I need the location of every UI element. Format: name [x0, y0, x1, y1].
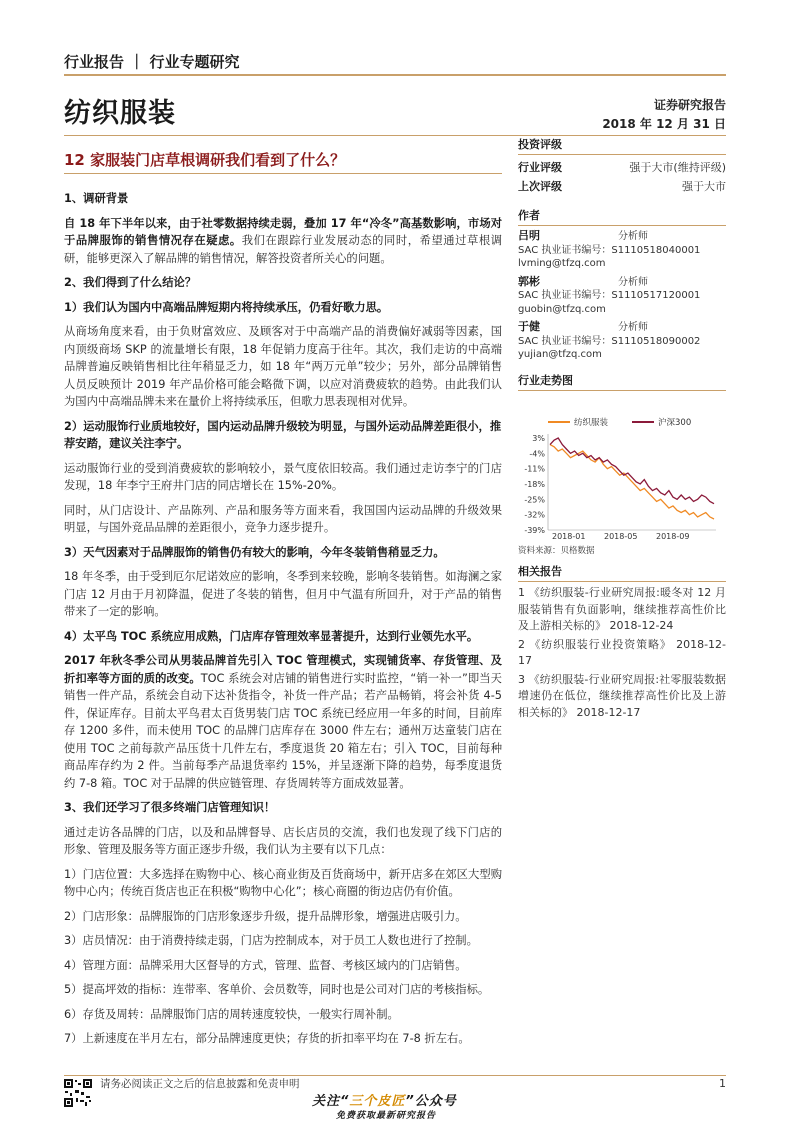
- related-report-item[interactable]: 2 《纺织服装行业投资策略》 2018-12-17: [518, 637, 726, 667]
- conclusion-4-rest: TOC 系统会对店铺的销售进行实时监控，“销一补一”即当天销售一件产品，系统会自动下达补货指令，补货一件产品；若产品畅销，将会补货 4-5 件，保证库存。目前太平鸟君太百货男装门店 TOC 系统已经应用一年多的时间，目前库存 1200 多件，而未使用 TOC 的品牌门店库存在 3000 件左右；通州万达童装门店在使用 TOC 之前每款产品压货十几件左右，季度退货 20 箱左右；引入 TOC，目前每种商品库存约为 2 件。当前每季产品退货率约 15%，并呈逐渐下降的趋势，每季度退货约 7-8 箱。TOC 对于品牌的供应链管理、存货周转等方面成效显著。: [64, 671, 502, 790]
- author-cert: SAC 执业证书编号：S1110518090002: [518, 335, 701, 347]
- related-report-item[interactable]: 1 《纺织服装-行业研究周报:暖冬对 12 月服装销售有负面影响，继续推荐高性价比及上游相关标的》 2018-12-24: [518, 586, 726, 632]
- rating-value: 强于大市(维持评级): [629, 161, 726, 174]
- y-tick-label: -39%: [524, 526, 545, 535]
- y-axis: [524, 434, 716, 535]
- authors-title: 作者: [518, 207, 726, 226]
- author-name: 郭彬: [518, 274, 540, 288]
- list-item: 6）存货及周转：品牌服饰门店的周转速度较快，一般实行周补制。: [64, 1007, 399, 1021]
- list-item: 1）门店位置：大多选择在购物中心、核心商业街及百货商场中，新开店多在郊区大型购物中心内；传统百货店也正在积极“购物中心化”；核心商圈的街边店仍有价值。: [64, 867, 502, 898]
- related-title: 相关报告: [518, 563, 726, 582]
- chart-lines: [550, 438, 714, 519]
- x-tick-label: 2018-09: [656, 532, 690, 539]
- section-3-title: 3、我们还学习了很多终端门店管理知识！: [64, 801, 276, 814]
- y-tick-label: -25%: [524, 495, 545, 505]
- report-category: 行业报告 ｜ 行业专题研究: [64, 53, 240, 71]
- section-1-body: [64, 215, 502, 268]
- x-tick-label: 2018-01: [552, 532, 586, 539]
- watermark-subtitle: 免费获取最新研究报告: [336, 1111, 437, 1121]
- related-reports-panel: [518, 563, 726, 723]
- chart-source: 资料来源：贝格数据: [518, 546, 595, 556]
- author-email[interactable]: yujian@tfzq.com: [518, 349, 602, 360]
- conclusion-2-title: 2）运动服饰行业质地较好，国内运动品牌升级较为明显，与国外运动品牌差距很小，推荐安踏，建议关注李宁。: [64, 419, 502, 450]
- authors-panel: [518, 207, 726, 366]
- x-axis: [552, 532, 689, 539]
- conclusion-3-body: 18 年冬季，由于受到厄尔尼诺效应的影响，冬季到来较晚，影响冬装销售。如海澜之家门店 12 月由于月初降温，促进了冬装的销售，但月中气温有所回升，对于产品的销售带来了一定的影响。: [64, 570, 502, 618]
- conclusion-4-body: [64, 652, 502, 792]
- author-name: 于健: [518, 320, 540, 333]
- author-name: 吕明: [518, 229, 540, 242]
- qr-code-icon: [63, 1078, 93, 1108]
- section-2-title: 2、我们得到了什么结论？: [64, 276, 197, 289]
- conclusion-4-title: 4）太平鸟 TOC 系统应用成熟，门店库存管理效率显著提升，达到行业领先水平。: [64, 629, 479, 643]
- author-cert: SAC 执业证书编号：S1110517120001: [518, 290, 701, 301]
- author-role: 分析师: [618, 322, 648, 333]
- report-date: 2018 年 12 月 31 日: [602, 117, 726, 131]
- y-tick-label: 3%: [532, 434, 545, 443]
- conclusion-2-body-2: 同时，从门店设计、产品陈列、产品和服务等方面来看，我国国内运动品牌的升级效果明显，与国外竞品品牌的差距很小，竞争力逐步提升。: [64, 503, 502, 534]
- list-item: 3）店员情况：由于消费持续走弱，门店为控制成本，对于员工人数也进行了控制。: [64, 934, 478, 947]
- author-email[interactable]: guobin@tfzq.com: [518, 303, 606, 315]
- series-line-csi300: [550, 438, 714, 504]
- trend-chart: [518, 394, 726, 539]
- x-tick-label: 2018-05: [604, 532, 638, 539]
- author-email[interactable]: lvming@tfzq.com: [518, 258, 606, 269]
- report-type: 证券研究报告: [653, 98, 726, 112]
- trend-chart-panel: [518, 372, 726, 556]
- previous-rating-label: 上次评级: [518, 180, 562, 193]
- stamp-highlight: 三个皮匠: [349, 1094, 406, 1109]
- y-tick-label: -4%: [529, 449, 545, 459]
- chart-title: 行业走势图: [518, 372, 726, 391]
- page-number: 1: [719, 1077, 726, 1090]
- industry-rating-row: [518, 158, 726, 177]
- report-headline: 12 家服装门店草根调研我们看到了什么？: [64, 151, 346, 169]
- watermark-stamp: [312, 1090, 457, 1109]
- author-card: [518, 275, 726, 317]
- y-tick-label: -11%: [524, 464, 545, 474]
- list-item: 2）门店形象：品牌服饰的门店形象逐步升级，提升品牌形象，增强进店吸引力。: [64, 909, 467, 923]
- list-item: 7）上新速度在半月左右，部分品牌速度更快；存货的折扣率平均在 7-8 折左右。: [64, 1032, 470, 1045]
- header-divider: [64, 74, 726, 76]
- related-report-item[interactable]: 3 《纺织服装-行业研究周报:社零服装数据增速仍在低位，继续推荐高性价比及上游相关标的》 2018-12-17: [518, 672, 726, 719]
- previous-rating-value: 强于大市: [682, 180, 726, 193]
- conclusion-3-title: 3）天气因素对于品牌服饰的销售仍有较大的影响，今年冬装销售稍显乏力。: [64, 545, 445, 559]
- author-card: [518, 229, 726, 271]
- conclusion-4-bold: 2017 年秋冬季公司从男装品牌首先引入 TOC 管理模式，实现铺货率、存货管理、及折扣率等方面的质的改变。: [64, 654, 502, 685]
- list-item: 4）管理方面：品牌采用大区督导的方式，管理、监督、考核区域内的门店销售。: [64, 958, 467, 972]
- list-item: 5）提高坪效的指标：连带率、客单价、会员数等，同时也是公司对门店的考核指标。: [64, 983, 490, 996]
- author-cert: SAC 执业证书编号：S1110518040001: [518, 244, 701, 256]
- rating-panel: [518, 136, 726, 196]
- headline-divider: [64, 173, 502, 174]
- rating-title: 投资评级: [518, 136, 726, 155]
- conclusion-2-body-1: 运动服饰行业的受到消费疲软的影响较小，景气度依旧较高。我们通过走访李宁的门店发现，18 年李宁王府井门店的同店增长在 15%-20%。: [64, 461, 502, 492]
- author-card: [518, 320, 726, 362]
- chart-legend: [548, 417, 691, 428]
- section-1-rest: 我们在跟踪行业发展动态的同时，希望通过草根调研，能够更深入了解品牌的销售情况，解答投资者所关心的问题。: [64, 234, 502, 265]
- section-3-intro: 通过走访各品牌的门店，以及和品牌督导、店长店员的交流，我们也发现了线下门店的形象、管理及服务等方面正逐步升级，我们认为主要有以下几点：: [64, 825, 502, 856]
- disclaimer-text: 请务必阅读正文之后的信息披露和免责申明: [100, 1078, 300, 1090]
- industry-title: 纺织服装: [64, 98, 176, 129]
- y-tick-label: -18%: [524, 480, 545, 489]
- legend-label-textile: 纺织服装: [574, 418, 609, 428]
- conclusion-1-title: 1）我们认为国内中高端品牌短期内将持续承压，仍看好歌力思。: [64, 300, 389, 314]
- section-1-title: 1、调研背景: [64, 192, 129, 205]
- rating-label: 行业评级: [518, 161, 562, 174]
- author-role: 分析师: [618, 231, 648, 242]
- section-1-bold: 自 18 年下半年以来，由于社零数据持续走弱，叠加 17 年“冷冬”高基数影响，市场对于品牌服饰的销售情况存在疑虑。: [64, 216, 502, 247]
- series-line-textile: [550, 445, 714, 519]
- conclusion-1-body: 从商场角度来看，由于负财富效应、及顾客对于中高端产品的消费偏好减弱等因素，国内顶级商场 SKP 的流量增长有限，18 年促销力度高于往年。其次，我们走访的中高端品牌普遍反映销售相比往年稍显乏力，如 18 年“两万元单”较少；另外，部分品牌销售人员反映预计 2019 年产品价格可能会略微下调，以应对消费疲软的趋势。由此我们认为国内中高端品牌未来在量价上将持续承压，但歌力思表现相对优异。: [64, 325, 502, 408]
- previous-rating-row: [518, 177, 726, 196]
- stamp-post: ”公众号: [405, 1094, 457, 1109]
- main-content: [64, 190, 502, 1055]
- author-role: 分析师: [618, 276, 648, 288]
- legend-label-csi300: 沪深300: [658, 418, 692, 428]
- y-tick-label: -32%: [524, 510, 545, 520]
- stamp-pre: 关注“: [312, 1094, 350, 1109]
